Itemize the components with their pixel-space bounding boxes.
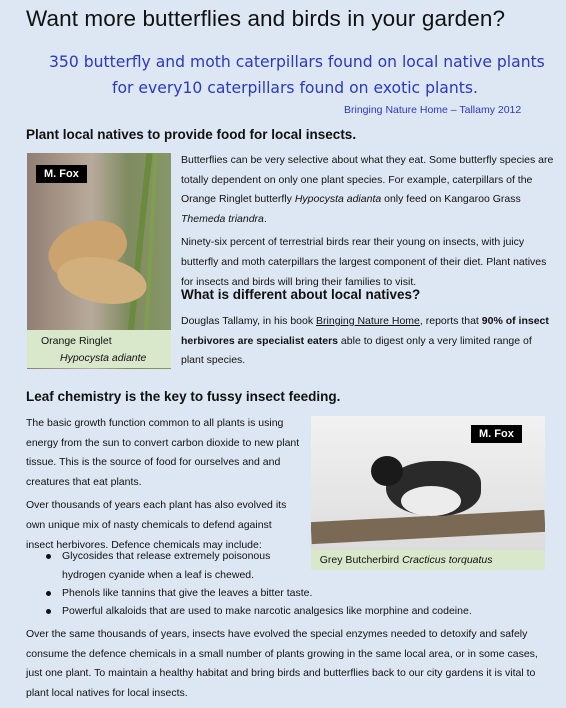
caption-species-name: Hypocysta adiante [60,352,147,364]
paragraph: The basic growth function common to all plants is using energy from the sun to convert carbon dioxide to new plant tissue. This is the source of food for ourselves and and creatures that eat plants. [26,417,300,488]
quote-line-2: for every10 caterpillars found on exotic plants. [112,79,478,97]
book-title: Bringing Nature Home [316,315,420,327]
paragraph [181,151,556,229]
intro-paragraphs [181,151,556,296]
caption-common-name: Orange Ringlet [41,335,112,347]
section-heading-leaf-chemistry: Leaf chemistry is the key to fussy insect feeding. [26,389,341,404]
text: able to digest only a very limited range of plant species. [181,334,532,367]
paragraph: Ninety-six percent of terrestrial birds rear their young on insects, with juicy butterfly and moth caterpillars the largest component of their diet. Plant natives for insects and birds will bring their families to visit. [181,236,547,288]
species-name: Hypocysta adianta [294,193,382,206]
paragraph: Over the same thousands of years, insects have evolved the special enzymes needed to detoxify and safely consume the defence chemicals in a small number of plants growing in the same local area, or in some cases, just one plant. To maintain a healthy habitat and bring birds and butterflies back to our city gardens it is vital to plant local natives for local insects. [26,628,538,699]
paragraph [181,312,556,371]
list-item [46,584,546,603]
text: Douglas Tallamy, in his book [181,315,317,327]
list-item [46,547,306,585]
text: , reports that [419,315,482,327]
text: only feed on Kangaroo Grass [381,193,521,206]
closing-paragraph [26,625,556,707]
text: Butterflies can be very selective about what they eat. Some butterfly species are totally dependent on only one plant species. For example, caterpillars of the Orange Ringlet butterfly [181,154,554,206]
text: . [263,212,267,225]
bird-head [371,456,403,486]
photo-caption [311,550,545,570]
subheading-local-natives: What is different about local natives? [181,287,421,302]
caption-species-name: Cracticus torquatus [402,554,493,566]
bullet-text: Phenols like tannins that give the leaves a bitter taste. [62,587,313,599]
photo-caption [27,330,171,368]
photo-credit-badge: M. Fox [36,165,87,183]
paragraph: Over thousands of years each plant has also evolved its own unique mix of nasty chemicals to defend against insect herbivores. Defence chemicals may include: [26,499,287,551]
section-heading-plant-natives: Plant local natives to provide food for local insects. [26,127,357,142]
tallamy-paragraph [181,312,556,375]
bullet-icon [46,591,51,596]
caption-common-name: Grey Butcherbird [319,554,403,566]
quote-citation: Bringing Nature Home – Tallamy 2012 [344,104,522,116]
bullet-text: Glycosides that release extremely poisonous hydrogen cyanide when a leaf is chewed. [62,550,271,581]
emphasis: 90% of insect herbivores are specialist eaters [181,315,549,347]
bullet-icon [46,554,51,559]
bird-belly [401,486,461,516]
bullet-icon [46,609,51,614]
leaf-chemistry-paragraphs [26,414,302,559]
quote-line-1: 350 butterfly and moth caterpillars found on local native plants [49,53,545,71]
list-item [46,602,546,621]
species-name: Themeda triandra [181,212,264,225]
page-title: Want more butterflies and birds in your garden? [26,6,506,31]
photo-credit-badge: M. Fox [471,425,522,443]
bullet-text: Powerful alkaloids that are used to make narcotic analgesics like morphine and codeine. [62,605,472,617]
